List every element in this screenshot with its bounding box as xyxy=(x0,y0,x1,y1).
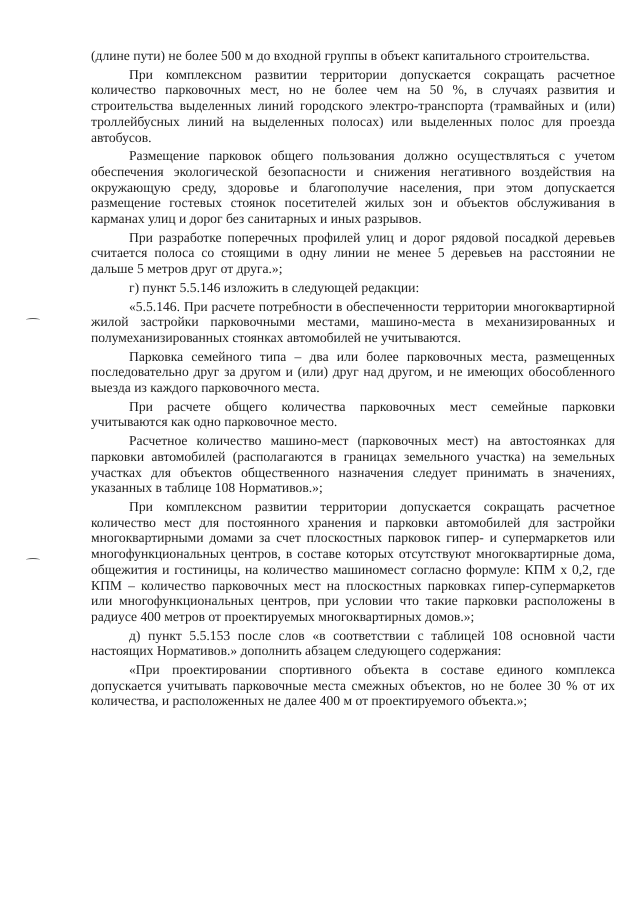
paragraph: Размещение парковок общего пользования должно осуществляться с учетом обеспечения экологической безопасности и снижения негативного воздействия на окружающую среду, здоровье и благополучие населения, при этом допускается размещение гостевых стоянок посетителей жилых зон и объектов обслуживания в карманах улиц и дорог без санитарных и иных разрывов. xyxy=(91,148,615,227)
document-body xyxy=(91,48,615,709)
paragraph: Парковка семейного типа – два или более парковочных места, размещенных последовательно друг за другом и (или) друг над другом, и не имеющих обособленного выезда из каждого парковочного места. xyxy=(91,348,615,396)
paragraph: «5.5.146. При расчете потребности в обеспеченности территории многоквартирной жилой застройки парковочными местами, машино-места в механизированных и полумеханизированных стоянках автомобилей не учитываются. xyxy=(91,298,615,345)
paragraph: При расчете общего количества парковочных мест семейные парковки учитываются как одно парковочное место. xyxy=(91,398,615,430)
paragraph: Расчетное количество машино-мест (парковочных мест) на автостоянках для парковки автомобилей (располагаются в границах земельного участка) на земельных участках для объектов общественного назначения следует принимать в значениях, указанных в таблице 108 Нормативов.»; xyxy=(91,433,615,496)
margin-mark-bottom xyxy=(26,558,40,562)
paragraph: При разработке поперечных профилей улиц и дорог рядовой посадкой деревьев считается полоса со стоящими в одну линии не менее 5 деревьев на расстоянии не дальше 5 метров друг от друга.»; xyxy=(91,229,615,277)
paragraph: д) пункт 5.5.153 после слов «в соответствии с таблицей 108 основной части настоящих Нормативов.» дополнить абзацем следующего содержания: xyxy=(91,627,615,659)
paragraph: (длине пути) не более 500 м до входной группы в объект капитального строительства. xyxy=(91,48,590,63)
paragraph: г) пункт 5.5.146 изложить в следующей редакции: xyxy=(129,279,420,295)
margin-mark-top xyxy=(26,318,40,322)
paragraph: При комплексном развитии территории допускается сокращать расчетное количество парковочных мест, но не более чем на 50 %, в случаях развития и строительства выделенных линий городского электро-транспорта (трамвайных и (или) троллейбусных линий на выделенных полосах) или выделенных полос для проезда автобусов. xyxy=(91,66,615,145)
paragraph: При комплексном развитии территории допускается сокращать расчетное количество мест для постоянного хранения и парковки автомобилей для застройки многоквартирными домами за счет плоскостных парковок гипер- и супермаркетов или многофункциональных центров, в составе которых отсутствуют многоквартирные дома, общежития и гостиницы, на количество машиномест согласно формуле: КПМ х 0,2, где КПМ – количество парковочных мест на плоскостных парковках гипер-супермаркетов или многофункциональных центров, при условии что такие парковки расположены в радиусе 400 метров от проектируемых многоквартирных домов.»; xyxy=(91,498,615,624)
paragraph: «При проектировании спортивного объекта в составе единого комплекса допускается учитывать парковочные места смежных объектов, но не более 30 % от их количества, и расположенных не далее 400 м от проектируемого объекта.»; xyxy=(91,662,615,709)
